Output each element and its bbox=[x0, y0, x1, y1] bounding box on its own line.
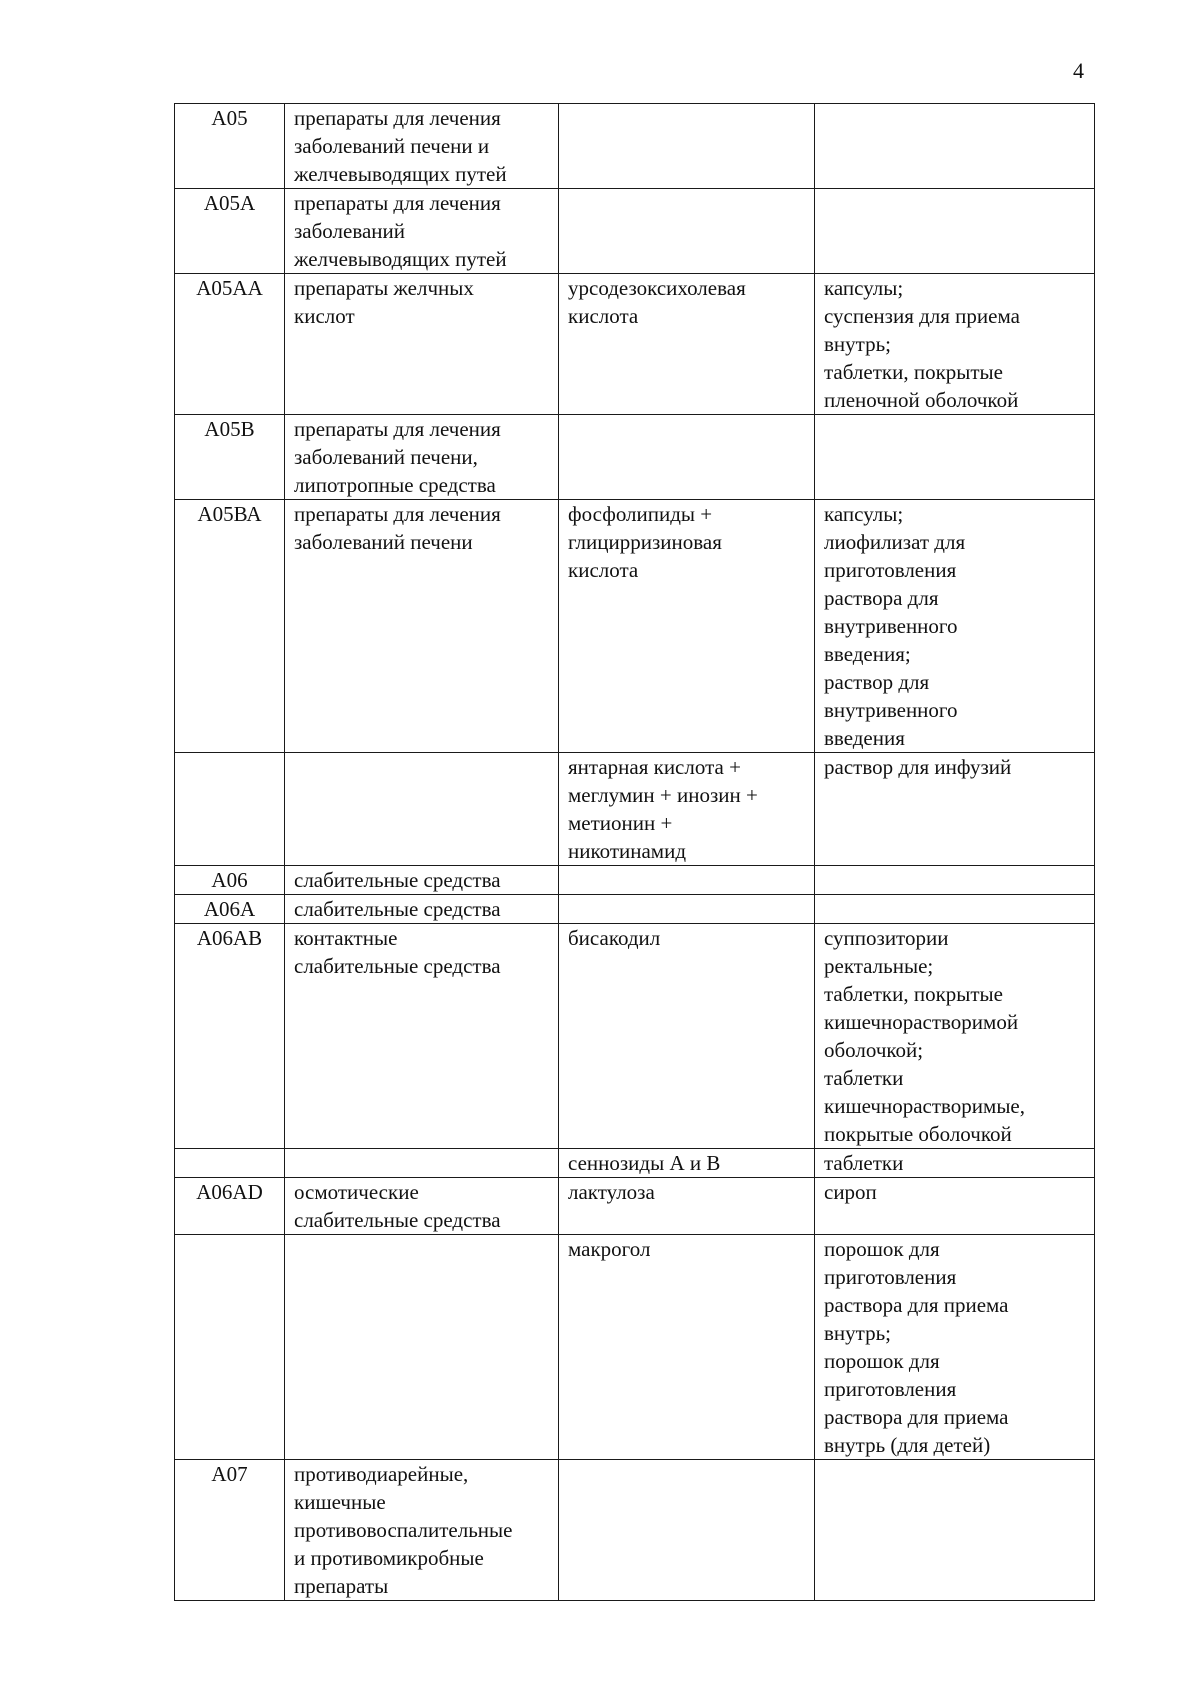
drug-name-cell bbox=[559, 500, 815, 753]
cell-text-line: желчевыводящих путей bbox=[294, 162, 507, 186]
dosage-forms-cell bbox=[815, 274, 1095, 415]
cell-text-line: препараты для лечения bbox=[294, 191, 501, 215]
table-row bbox=[175, 274, 1095, 415]
group-name-cell bbox=[285, 866, 559, 895]
cell-text-line: оболочкой; bbox=[824, 1038, 924, 1062]
cell-text-line: суппозитории bbox=[824, 926, 949, 950]
group-name-cell bbox=[285, 500, 559, 753]
table-row bbox=[175, 1178, 1095, 1235]
cell-text-line: макрогол bbox=[568, 1237, 651, 1261]
cell-text-line: суспензия для приема bbox=[824, 304, 1020, 328]
cell-text-line: раствор для инфузий bbox=[824, 755, 1012, 779]
cell-text-line: препараты bbox=[294, 1574, 389, 1598]
cell-text-line: заболеваний печени bbox=[294, 530, 473, 554]
cell-text-line: таблетки bbox=[824, 1066, 904, 1090]
cell-text-line: А06А bbox=[203, 897, 256, 921]
cell-text-line: лактулоза bbox=[568, 1180, 655, 1204]
table-row bbox=[175, 866, 1095, 895]
cell-text-line: сеннозиды А и В bbox=[568, 1151, 721, 1175]
drug-name-cell bbox=[559, 1149, 815, 1178]
group-name-cell bbox=[285, 895, 559, 924]
cell-text-line: А05А bbox=[203, 191, 256, 215]
atc-code-cell bbox=[175, 274, 285, 415]
cell-text-line: заболеваний печени, bbox=[294, 445, 478, 469]
dosage-forms-cell bbox=[815, 415, 1095, 500]
cell-text-line: кислота bbox=[568, 558, 639, 582]
cell-text-line: внутрь (для детей) bbox=[824, 1433, 991, 1457]
cell-text-line: порошок для bbox=[824, 1349, 940, 1373]
cell-text-line: препараты для лечения bbox=[294, 502, 501, 526]
group-name-cell bbox=[285, 1235, 559, 1460]
cell-text-line: липотропные средства bbox=[294, 473, 496, 497]
table-row bbox=[175, 1235, 1095, 1460]
cell-text-line: заболеваний печени и bbox=[294, 134, 490, 158]
atc-code-cell bbox=[175, 1178, 285, 1235]
atc-code-cell bbox=[175, 415, 285, 500]
cell-text-line: осмотические bbox=[294, 1180, 419, 1204]
cell-text-line: противовоспалительные bbox=[294, 1518, 513, 1542]
cell-text-line: контактные bbox=[294, 926, 398, 950]
atc-code-cell bbox=[175, 924, 285, 1149]
dosage-forms-cell bbox=[815, 1235, 1095, 1460]
cell-text-line: порошок для bbox=[824, 1237, 940, 1261]
cell-text-line: приготовления bbox=[824, 1265, 957, 1289]
cell-text-line: А05АА bbox=[196, 276, 263, 300]
atc-code-cell bbox=[175, 1149, 285, 1178]
cell-text-line: раствора для приема bbox=[824, 1293, 1009, 1317]
dosage-forms-cell bbox=[815, 1178, 1095, 1235]
cell-text-line: кишечнорастворимые, bbox=[824, 1094, 1026, 1118]
atc-code-cell bbox=[175, 866, 285, 895]
cell-text-line: препараты желчных bbox=[294, 276, 474, 300]
drug-name-cell bbox=[559, 753, 815, 866]
cell-text-line: кислот bbox=[294, 304, 355, 328]
dosage-forms-cell bbox=[815, 104, 1095, 189]
cell-text-line: заболеваний bbox=[294, 219, 405, 243]
dosage-forms-cell bbox=[815, 895, 1095, 924]
dosage-forms-cell bbox=[815, 1460, 1095, 1601]
cell-text-line: таблетки bbox=[824, 1151, 904, 1175]
cell-text-line: А06АВ bbox=[196, 926, 263, 950]
cell-text-line: приготовления bbox=[824, 1377, 957, 1401]
table-row bbox=[175, 924, 1095, 1149]
table-row bbox=[175, 104, 1095, 189]
cell-text-line: пленочной оболочкой bbox=[824, 388, 1019, 412]
cell-text-line: фосфолипиды + bbox=[568, 502, 713, 526]
atc-code-cell bbox=[175, 1460, 285, 1601]
cell-text-line: капсулы; bbox=[824, 502, 904, 526]
table-row bbox=[175, 1149, 1095, 1178]
group-name-cell bbox=[285, 104, 559, 189]
cell-text-line: А06 bbox=[211, 868, 248, 892]
group-name-cell bbox=[285, 189, 559, 274]
cell-text-line: А07 bbox=[211, 1462, 248, 1486]
atc-code-cell bbox=[175, 500, 285, 753]
group-name-cell bbox=[285, 1149, 559, 1178]
dosage-forms-cell bbox=[815, 753, 1095, 866]
cell-text-line: слабительные средства bbox=[294, 1208, 501, 1232]
group-name-cell bbox=[285, 1178, 559, 1235]
cell-text-line: внутрь; bbox=[824, 332, 891, 356]
table-row bbox=[175, 189, 1095, 274]
cell-text-line: А05 bbox=[211, 106, 248, 130]
group-name-cell bbox=[285, 1460, 559, 1601]
cell-text-line: слабительные средства bbox=[294, 897, 501, 921]
table-row bbox=[175, 500, 1095, 753]
group-name-cell bbox=[285, 274, 559, 415]
cell-text-line: бисакодил bbox=[568, 926, 661, 950]
dosage-forms-cell bbox=[815, 500, 1095, 753]
cell-text-line: раствора для bbox=[824, 586, 939, 610]
drug-name-cell bbox=[559, 274, 815, 415]
cell-text-line: раствор для bbox=[824, 670, 930, 694]
atc-code-cell bbox=[175, 895, 285, 924]
dosage-forms-cell bbox=[815, 924, 1095, 1149]
drug-name-cell bbox=[559, 1178, 815, 1235]
drug-name-cell bbox=[559, 189, 815, 274]
table-row bbox=[175, 415, 1095, 500]
cell-text-line: ректальные; bbox=[824, 954, 934, 978]
table-row bbox=[175, 895, 1095, 924]
cell-text-line: А05В bbox=[204, 417, 255, 441]
page-number: 4 bbox=[1073, 58, 1084, 83]
cell-text-line: таблетки, покрытые bbox=[824, 360, 1003, 384]
cell-text-line: препараты для лечения bbox=[294, 106, 501, 130]
group-name-cell bbox=[285, 415, 559, 500]
atc-code-cell bbox=[175, 1235, 285, 1460]
cell-text-line: А06АD bbox=[196, 1180, 263, 1204]
cell-text-line: введения bbox=[824, 726, 905, 750]
cell-text-line: внутрь; bbox=[824, 1321, 891, 1345]
drug-name-cell bbox=[559, 415, 815, 500]
cell-text-line: сироп bbox=[824, 1180, 877, 1204]
cell-text-line: покрытые оболочкой bbox=[824, 1122, 1012, 1146]
cell-text-line: введения; bbox=[824, 642, 911, 666]
dosage-forms-cell bbox=[815, 189, 1095, 274]
cell-text-line: препараты для лечения bbox=[294, 417, 501, 441]
cell-text-line: кишечные bbox=[294, 1490, 386, 1514]
cell-text-line: таблетки, покрытые bbox=[824, 982, 1003, 1006]
drug-name-cell bbox=[559, 866, 815, 895]
cell-text-line: урсодезоксихолевая bbox=[568, 276, 746, 300]
cell-text-line: внутривенного bbox=[824, 698, 958, 722]
cell-text-line: глицирризиновая bbox=[568, 530, 722, 554]
cell-text-line: янтарная кислота + bbox=[568, 755, 741, 779]
cell-text-line: слабительные средства bbox=[294, 868, 501, 892]
atc-code-cell bbox=[175, 189, 285, 274]
atc-code-cell bbox=[175, 104, 285, 189]
drug-name-cell bbox=[559, 1235, 815, 1460]
cell-text-line: метионин + bbox=[568, 811, 673, 835]
drug-name-cell bbox=[559, 104, 815, 189]
group-name-cell bbox=[285, 924, 559, 1149]
cell-text-line: приготовления bbox=[824, 558, 957, 582]
atc-code-cell bbox=[175, 753, 285, 866]
cell-text-line: противодиарейные, bbox=[294, 1462, 469, 1486]
cell-text-line: внутривенного bbox=[824, 614, 958, 638]
cell-text-line: кислота bbox=[568, 304, 639, 328]
drug-name-cell bbox=[559, 895, 815, 924]
cell-text-line: желчевыводящих путей bbox=[294, 247, 507, 271]
dosage-forms-cell bbox=[815, 1149, 1095, 1178]
cell-text-line: и противомикробные bbox=[294, 1546, 484, 1570]
cell-text-line: лиофилизат для bbox=[824, 530, 966, 554]
medication-classification-table bbox=[174, 103, 1095, 1601]
dosage-forms-cell bbox=[815, 866, 1095, 895]
group-name-cell bbox=[285, 753, 559, 866]
cell-text-line: слабительные средства bbox=[294, 954, 501, 978]
drug-name-cell bbox=[559, 924, 815, 1149]
cell-text-line: капсулы; bbox=[824, 276, 904, 300]
cell-text-line: А05ВА bbox=[197, 502, 262, 526]
table-row bbox=[175, 753, 1095, 866]
cell-text-line: меглумин + инозин + bbox=[568, 783, 758, 807]
cell-text-line: кишечнорастворимой bbox=[824, 1010, 1019, 1034]
table-row bbox=[175, 1460, 1095, 1601]
drug-name-cell bbox=[559, 1460, 815, 1601]
table-body bbox=[175, 104, 1095, 1601]
cell-text-line: никотинамид bbox=[568, 839, 687, 863]
cell-text-line: раствора для приема bbox=[824, 1405, 1009, 1429]
